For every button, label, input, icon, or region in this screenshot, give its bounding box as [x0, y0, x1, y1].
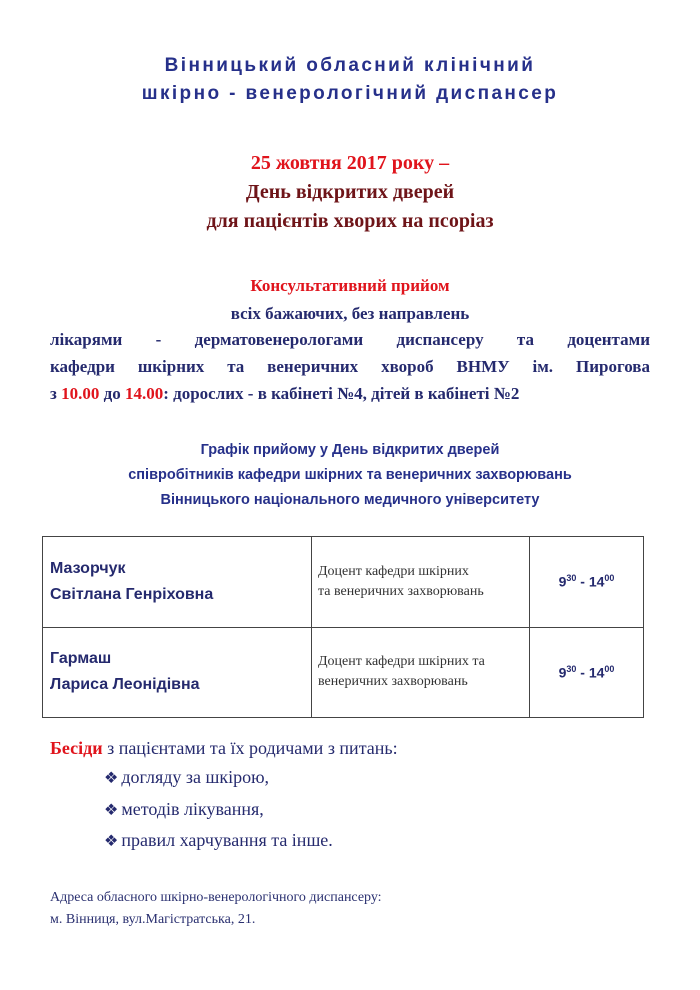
- schedule-heading: [0, 438, 700, 513]
- consultation-department-line: кафедри шкірних та венеричних хвороб ВНМУ ім. Пирогова: [50, 357, 650, 376]
- address-label: Адреса обласного шкірно-венерологічного диспансеру:: [50, 890, 382, 905]
- hours-from: з: [50, 384, 57, 403]
- end-minute: 00: [604, 663, 615, 674]
- start-minute: 30: [566, 573, 577, 584]
- start-hour: 9: [558, 574, 567, 591]
- event-date: 25 жовтня 2017 року –: [250, 152, 450, 174]
- time-separator: -: [576, 664, 589, 681]
- staff-name: [43, 537, 312, 628]
- end-hour: 14: [588, 664, 605, 681]
- staff-position-line-1: Доцент кафедри шкірних: [318, 563, 469, 579]
- start-hour: 9: [558, 664, 567, 681]
- organization-line-1: Вінницький обласний клінічний: [164, 55, 536, 76]
- talks-text: з пацієнтами та їх родичами з питань:: [102, 738, 398, 758]
- staff-position: [312, 627, 530, 718]
- hours-start: 10.00: [61, 384, 100, 403]
- talks-intro: [50, 736, 398, 760]
- diamond-bullet-icon: ❖: [104, 833, 119, 850]
- schedule-line-3: Вінницького національного медичного університету: [160, 492, 540, 508]
- consultation-hours-line: [50, 384, 650, 404]
- staff-surname: Гармаш: [50, 650, 112, 668]
- organization-line-2: шкірно - венерологічний диспансер: [141, 83, 559, 104]
- staff-position: [312, 537, 530, 628]
- staff-position-line-1: Доцент кафедри шкірних та: [318, 654, 485, 670]
- list-item-text: методів лікування,: [121, 799, 264, 819]
- start-minute: 30: [566, 663, 577, 674]
- diamond-bullet-icon: ❖: [104, 770, 119, 787]
- hours-to: до: [103, 384, 121, 403]
- list-item-text: правил харчування та інше.: [121, 830, 333, 850]
- organization-title: [0, 52, 700, 108]
- list-item: [104, 830, 333, 851]
- schedule-line-2: співробітників кафедри шкірних та венеричних захворювань: [128, 467, 572, 483]
- end-minute: 00: [604, 573, 615, 584]
- consultation-title: Консультативний прийом: [250, 276, 450, 295]
- time-separator: -: [576, 574, 589, 591]
- table-row: [43, 627, 644, 718]
- staff-surname: Мазорчук: [50, 559, 126, 577]
- staff-name: [43, 627, 312, 718]
- staff-hours: [530, 537, 644, 628]
- event-subtitle: для пацієнтів хворих на псоріаз: [206, 210, 494, 232]
- address-block: [50, 887, 382, 931]
- staff-position-line-2: та венеричних захворювань: [318, 583, 484, 599]
- event-heading: [0, 149, 700, 236]
- staff-schedule-table: [42, 536, 644, 718]
- list-item: [104, 799, 264, 820]
- address-value: м. Вінниця, вул.Магістратська, 21.: [50, 912, 256, 927]
- consultation-doctors-line: лікарями - дерматовенерологами диспансеру та доцентами: [50, 330, 650, 349]
- event-title: День відкритих дверей: [245, 181, 455, 203]
- consultation-audience: всіх бажаючих, без направлень: [230, 304, 470, 323]
- hours-rooms: : дорослих - в кабінеті №4, дітей в кабінеті №2: [163, 384, 520, 403]
- staff-given-name: Світлана Генріховна: [50, 585, 214, 603]
- staff-hours: [530, 627, 644, 718]
- list-item-text: догляду за шкірою,: [121, 767, 270, 787]
- list-item: [104, 767, 269, 788]
- table-row: [43, 537, 644, 628]
- staff-given-name: Лариса Леонідівна: [50, 676, 200, 694]
- end-hour: 14: [588, 574, 605, 591]
- hours-end: 14.00: [124, 384, 164, 403]
- staff-position-line-2: венеричних захворювань: [318, 674, 468, 690]
- diamond-bullet-icon: ❖: [104, 802, 119, 819]
- schedule-line-1: Графік прийому у День відкритих дверей: [200, 442, 500, 458]
- consultation-heading: [0, 272, 700, 328]
- talks-keyword: Бесіди: [50, 738, 103, 758]
